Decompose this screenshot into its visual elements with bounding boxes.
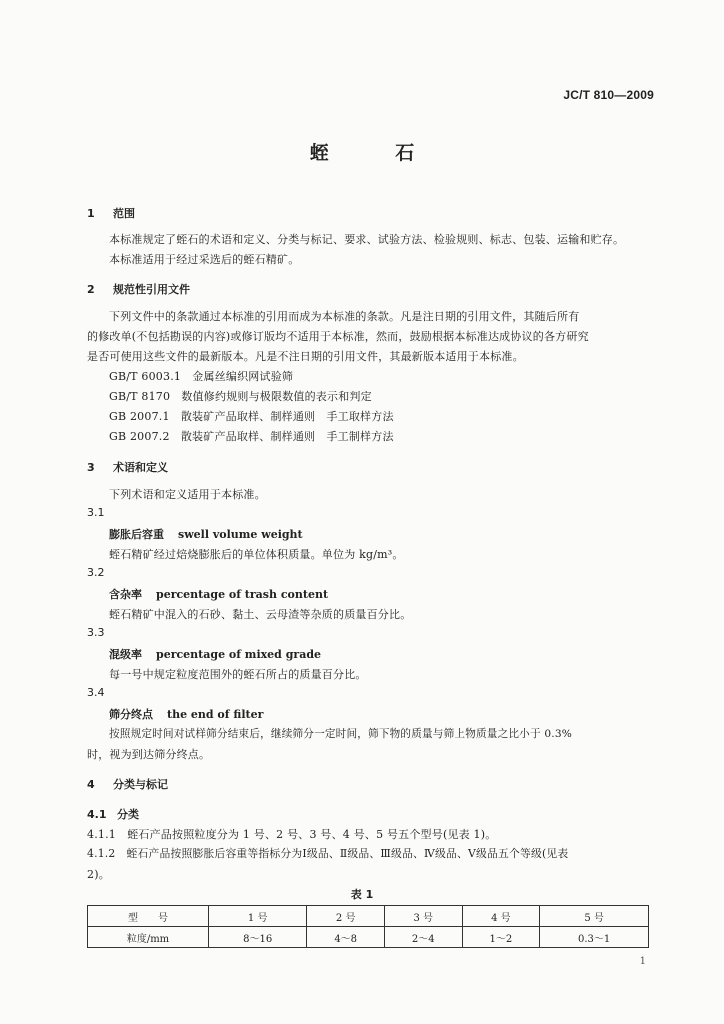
- section-title: 术语和定义: [113, 461, 168, 474]
- table-row: [88, 927, 649, 948]
- term-cn: 膨胀后容重: [109, 528, 164, 541]
- table-header-cell: 2 号: [307, 906, 385, 927]
- section-title: 范围: [113, 207, 135, 220]
- page-number: 1: [639, 956, 646, 967]
- term-definition: 蛭石精矿经过焙烧膨胀后的单位体积质量。单位为 kg/m³。: [109, 548, 404, 561]
- table-cell: 1～2: [462, 927, 540, 948]
- paragraph-line: 是否可使用这些文件的最新版本。凡是不注日期的引用文件，其最新版本适用于本标准。: [87, 350, 524, 363]
- table-header-cell: 型 号: [88, 906, 209, 927]
- term-number: 3.3: [87, 626, 105, 639]
- table-cell: 0.3～1: [540, 927, 649, 948]
- term-definition-cont: 时，视为到达筛分终点。: [87, 748, 211, 761]
- term-en: the end of filter: [167, 708, 264, 721]
- term-definition: 蛭石精矿中混入的石砂、黏土、云母渣等杂质的质量百分比。: [109, 608, 412, 621]
- term-en: swell volume weight: [178, 528, 303, 541]
- section-title: 规范性引用文件: [113, 283, 190, 296]
- subsection-number: 4.1: [87, 808, 107, 821]
- reference-item: GB 2007.1 散装矿产品取样、制样通则 手工取样方法: [109, 410, 394, 423]
- table-caption: 表 1: [350, 888, 374, 901]
- reference-item: GB/T 6003.1 金属丝编织网试验筛: [109, 370, 294, 383]
- table-cell: 8～16: [209, 927, 307, 948]
- term-number: 3.1: [87, 506, 105, 519]
- section-1-heading: [87, 205, 135, 221]
- term-en: percentage of trash content: [156, 588, 329, 601]
- clause-4-1-1: 4.1.1 蛭石产品按照粒度分为 1 号、2 号、3 号、4 号、5 号五个型号(见表 1)。: [87, 828, 497, 841]
- paragraph: 本标准适用于经过采选后的蛭石精矿。: [109, 253, 300, 266]
- term-number: 3.2: [87, 566, 105, 579]
- term-en: percentage of mixed grade: [156, 648, 322, 661]
- table-header-cell: 3 号: [384, 906, 462, 927]
- term-cn: 混级率: [109, 648, 142, 661]
- page-title: 蛭 石: [309, 142, 445, 164]
- section-title: 分类与标记: [113, 778, 168, 791]
- term-definition: 每一号中规定粒度范围外的蛭石所占的质量百分比。: [109, 668, 367, 681]
- section-4-heading: [87, 776, 168, 792]
- table-header-row: [88, 906, 649, 927]
- reference-item: GB 2007.2 散装矿产品取样、制样通则 手工制样方法: [109, 430, 394, 443]
- term-cn: 筛分终点: [109, 708, 153, 721]
- paragraph-line: 下列文件中的条款通过本标准的引用而成为本标准的条款。凡是注日期的引用文件，其随后所有: [109, 310, 580, 323]
- section-number: 2: [87, 283, 95, 296]
- term-number: 3.4: [87, 686, 105, 699]
- paragraph: 本标准规定了蛭石的术语和定义、分类与标记、要求、试验方法、检验规则、标志、包装、运输和贮存。: [109, 233, 625, 246]
- subsection-4-1-heading: [87, 806, 139, 822]
- table-header-cell: 1 号: [209, 906, 307, 927]
- paragraph: 下列术语和定义适用于本标准。: [109, 488, 266, 501]
- paragraph-line: 的修改单(不包括勘误的内容)或修订版均不适用于本标准，然而，鼓励根据本标准达成协议的各方研究: [87, 330, 589, 343]
- term-title: [109, 526, 303, 542]
- section-2-heading: [87, 281, 190, 297]
- table-1: [87, 905, 649, 948]
- section-number: 4: [87, 778, 95, 791]
- term-title: [109, 646, 321, 662]
- standard-code: JC/T 810—2009: [563, 88, 654, 102]
- section-number: 3: [87, 461, 95, 474]
- table-cell: 粒度/mm: [88, 927, 209, 948]
- term-cn: 含杂率: [109, 588, 142, 601]
- table-cell: 4～8: [307, 927, 385, 948]
- section-number: 1: [87, 207, 95, 220]
- term-title: [109, 586, 328, 602]
- section-3-heading: [87, 459, 168, 475]
- table-header-cell: 5 号: [540, 906, 649, 927]
- term-title: [109, 706, 263, 722]
- subsection-title: 分类: [117, 808, 139, 821]
- clause-4-1-2-cont: 2)。: [87, 868, 110, 881]
- clause-4-1-2: 4.1.2 蛭石产品按照膨胀后容重等指标分为Ⅰ级品、Ⅱ级品、Ⅲ级品、Ⅳ级品、Ⅴ级品五个等级(见表: [87, 847, 569, 860]
- reference-item: GB/T 8170 数值修约规则与极限数值的表示和判定: [109, 390, 372, 403]
- table-cell: 2～4: [384, 927, 462, 948]
- table-header-cell: 4 号: [462, 906, 540, 927]
- term-definition: 按照规定时间对试样筛分结束后，继续筛分一定时间，筛下物的质量与筛上物质量之比小于 0.3%: [109, 728, 573, 740]
